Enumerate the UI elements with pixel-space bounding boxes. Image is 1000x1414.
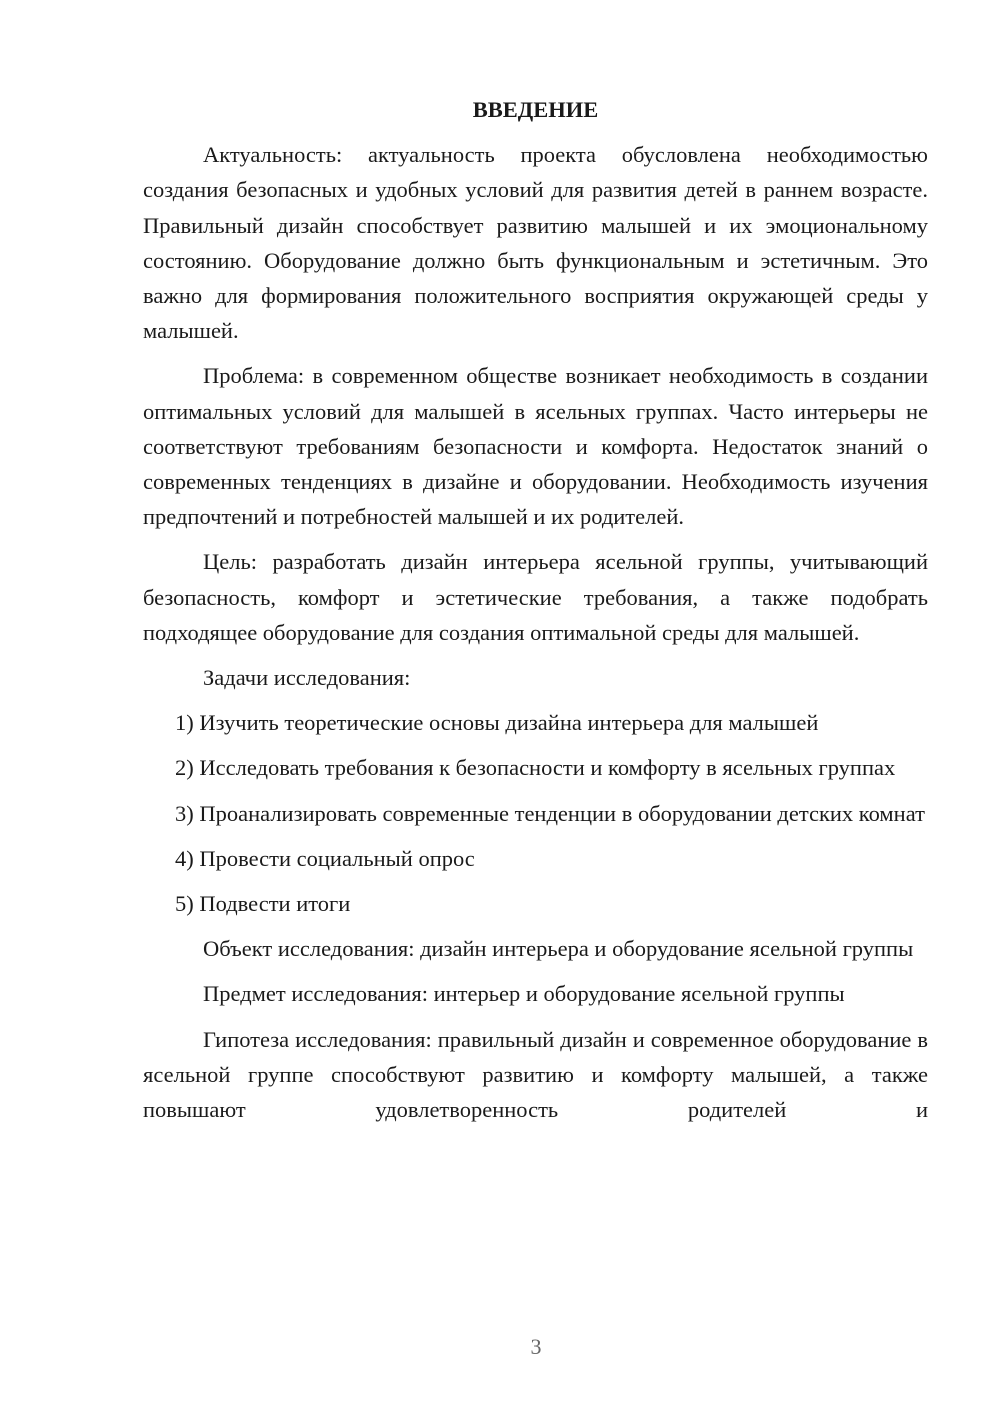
list-item: 3) Проанализировать современные тенденции в оборудовании детских комнат (175, 800, 925, 826)
tasks-list (143, 705, 928, 921)
problem-paragraph: Проблема: в современном обществе возникает необходимость в создании оптимальных условий для малышей в ясельных группах. Часто интерьеры не соответствуют требованиям безопасности и комфорта. Недостаток знаний о современных тенденциях в дизайне и оборудовании. Необходимость изучения предпочтений и потребностей малышей и их родителей. (143, 363, 928, 530)
list-item: 5) Подвести итоги (175, 891, 351, 917)
page-number: 3 (530, 1334, 542, 1359)
list-item: 4) Провести социальный опрос (175, 845, 475, 871)
hypothesis-paragraph: Гипотеза исследования: правильный дизайн и современное оборудование в ясельной группе способствуют развитию и комфорту малышей, а также повышают удовлетворенность родителей и (143, 1026, 928, 1123)
page-title: ВВЕДЕНИЕ (472, 97, 599, 122)
document-page (143, 92, 928, 1137)
tasks-heading: Задачи исследования: (203, 665, 411, 691)
goal-paragraph: Цель: разработать дизайн интерьера ясельной группы, учитывающий безопасность, комфорт и эстетические требования, а также подобрать подходящее оборудование для создания оптимальной среды для малышей. (143, 549, 928, 645)
relevance-paragraph: Актуальность: актуальность проекта обусловлена необходимостью создания безопасных и удобных условий для развития детей в раннем возрасте. Правильный дизайн способствует развитию малышей и их эмоциональному состоянию. Оборудование должно быть функциональным и эстетичным. Это важно для формирования положительного восприятия окружающей среды у малышей. (143, 142, 928, 344)
list-item: 2) Исследовать требования к безопасности и комфорту в ясельных группах (175, 755, 896, 781)
subject-paragraph: Предмет исследования: интерьер и оборудование ясельной группы (203, 981, 845, 1007)
object-paragraph: Объект исследования: дизайн интерьера и оборудование ясельной группы (203, 936, 914, 962)
list-item: 1) Изучить теоретические основы дизайна интерьера для малышей (175, 710, 819, 736)
